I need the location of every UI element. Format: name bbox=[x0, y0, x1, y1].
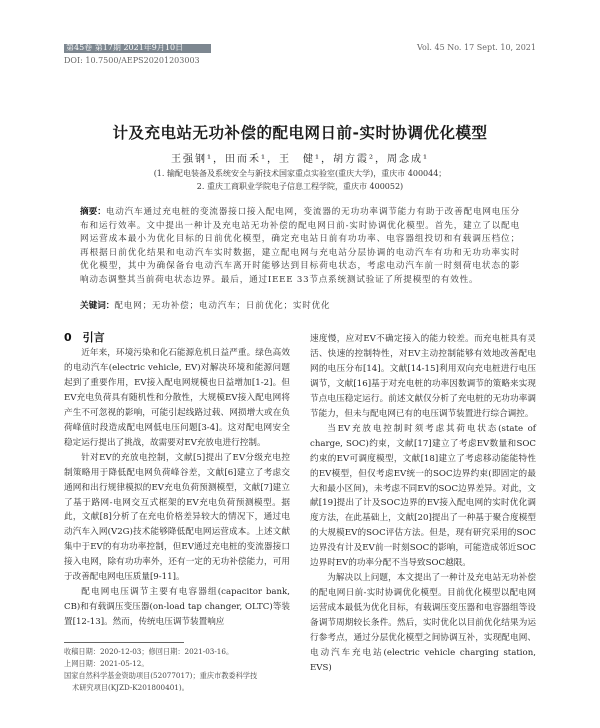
abstract-label: 摘要： bbox=[80, 207, 106, 217]
paragraph: 配电网电压调节主要有电容器组(capacitor bank, CB)和有载调压变压器(on-load tap changer, OLTC)等装置[12-13]。然而，传统电压调节装置响应 bbox=[64, 587, 290, 628]
paragraph: 针对EV的充放电控制，文献[5]提出了EV分级充电控制策略用于降低配电网负荷峰谷差，文献[6]建立了考虑交通网和出行规律模拟的EV充电负荷预测模型，文献[7]建立了基于路网-电网交互式框架的EV充电负荷预测模型。据此，文献[8]分析了在充电价格差异较大的情况下，通过电动汽车入网(V2G)技术能够降低配电网运营成本。上述文献集中于EV的有功功率控制，但EV通过充电桩的变流器接口接入电网，除有功功率外，还有一定的无功补偿能力，可用于改善配电网电压质量[9-11]。 bbox=[64, 452, 290, 583]
footnote-funding-cont: 术研究项目(KJZD-K201800401)。 bbox=[72, 683, 189, 692]
doi[interactable]: DOI: 10.7500/AEPS20201203003 bbox=[64, 56, 200, 65]
abstract bbox=[80, 206, 520, 288]
journal-header bbox=[0, 0, 600, 55]
footnote-funding: 国家自然科学基金资助项目(52077017)；重庆市教委科学技 bbox=[64, 671, 258, 680]
paragraph: 速度慢，应对EV不确定接入的能力较差。而充电桩具有灵活、快速的控制特性，对EV主动控制能够有效地改善配电网的电压分布[14]。文献[14-15]利用双向充电桩进行电压调节，文献[16]基于对充电桩的功率因数调节的策略来实现节点电压稳定运行。前述文献仅分析了充电桩的无功功率调节能力，但未与配电网已有的电压调节装置进行综合调控。 bbox=[310, 334, 536, 419]
issue-info-en: Vol. 45 No. 17 Sept. 10, 2021 bbox=[417, 43, 536, 52]
left-column bbox=[64, 346, 290, 630]
affiliation-1: (1. 输配电装备及系统安全与新技术国家重点实验室(重庆大学)，重庆市 400044； bbox=[153, 169, 447, 178]
footnote-received: 收稿日期：2020-12-03；修回日期：2021-03-16。 bbox=[64, 647, 234, 656]
affiliation-2: 2. 重庆工商职业学院电子信息工程学院，重庆市 400052) bbox=[196, 182, 404, 191]
footnote-online: 上网日期：2021-05-12。 bbox=[64, 659, 149, 668]
paper-title: 计及充电站无功补偿的配电网日前-实时协调优化模型 bbox=[112, 124, 488, 142]
keywords-label: 关键词： bbox=[80, 301, 115, 311]
issue-info-cn: 第45卷 第17期 2021年9月10日 bbox=[66, 43, 184, 52]
footnote-divider bbox=[64, 642, 184, 643]
paragraph: 近年来，环境污染和化石能源危机日益严重。绿色高效的电动汽车(electric vehicle, EV)对解决环境和能源问题起到了重要作用，EV接入配电网规模也日益增加[1-2]。但EV充电负荷具有随机性和分散性，大规模EV接入配电网将产生不可忽视的影响，可能引起线路过载、网损增大或在负荷峰值时段造成配电网低电压问题[3-4]。这对配电网安全稳定运行提出了挑战，故需要对EV充放电进行控制。 bbox=[64, 348, 290, 448]
paragraph: 为解决以上问题，本文提出了一种计及充电站无功补偿的配电网日前-实时协调优化模型。目前优化模型以配电网运营成本最低为优化目标，有载调压变压器和电容器组等设备调节周期较长条件。然后，实时优化以目前优化结果为运行参考点，通过分层优化模型之间协调互补，实现配电网、电动汽车充电站(electric vehicle charging station, EVS) bbox=[310, 573, 536, 673]
keywords-text: 配电网；无功补偿；电动汽车；日前优化；实时优化 bbox=[114, 301, 331, 311]
right-column bbox=[310, 332, 536, 676]
abstract-text: 电动汽车通过充电桩的变流器接口接入配电网，变流器的无功功率调节能力有助于改善配电网电压分布和运行效率。文中提出一种计及充电站无功补偿的配电网日前-实时协调优化模型。首先，建立了以配电网运营成本最小为优化目标的日前优化模型，确定充电站日前有功功率、电容器组投切和有载调压档位；再根据日前优化结果和电动汽车实时数据，建立配电网与充电站分层协调的电动汽车有功和无功功率实时优化模型，其中为确保备台电动汽车离开时能够达到目标荷电状态，考虑电动汽车前一时刻荷电状态的影响动态调整其当前荷电状态边界。最后，通过IEEE 33节点系统测试验证了所提模型的有效性。 bbox=[80, 207, 520, 285]
authors: 王强钢¹，田而禾¹，王 健¹，胡方霞²，周念成¹ bbox=[170, 154, 430, 165]
section-heading: 0 引言 bbox=[64, 331, 105, 344]
paragraph: 当EV充放电控制时须考虑其荷电状态(state of charge, SOC)约束，文献[17]建立了考虑EV数量和SOC约束的EV可调度模型，文献[18]建立了考虑移动能能特性的EV模型，但仅考虑EV统一的SOC边界约束(即固定的最大和最小区间)，未考虑不同EV的SOC边界差异。对此，文献[19]提出了计及SOC边界的EV接入配电网的实时优化调度方法，在此基础上，文献[20]提出了一种基于聚合度模型的大规模EV的SOC评估方法。但是，现有研究采用的SOC边界没有计及EV前一时刻SOC的影响，可能造成邻近SOC边界时EV的功率分配不当导致SOC越限。 bbox=[310, 423, 536, 569]
keywords bbox=[80, 300, 520, 313]
